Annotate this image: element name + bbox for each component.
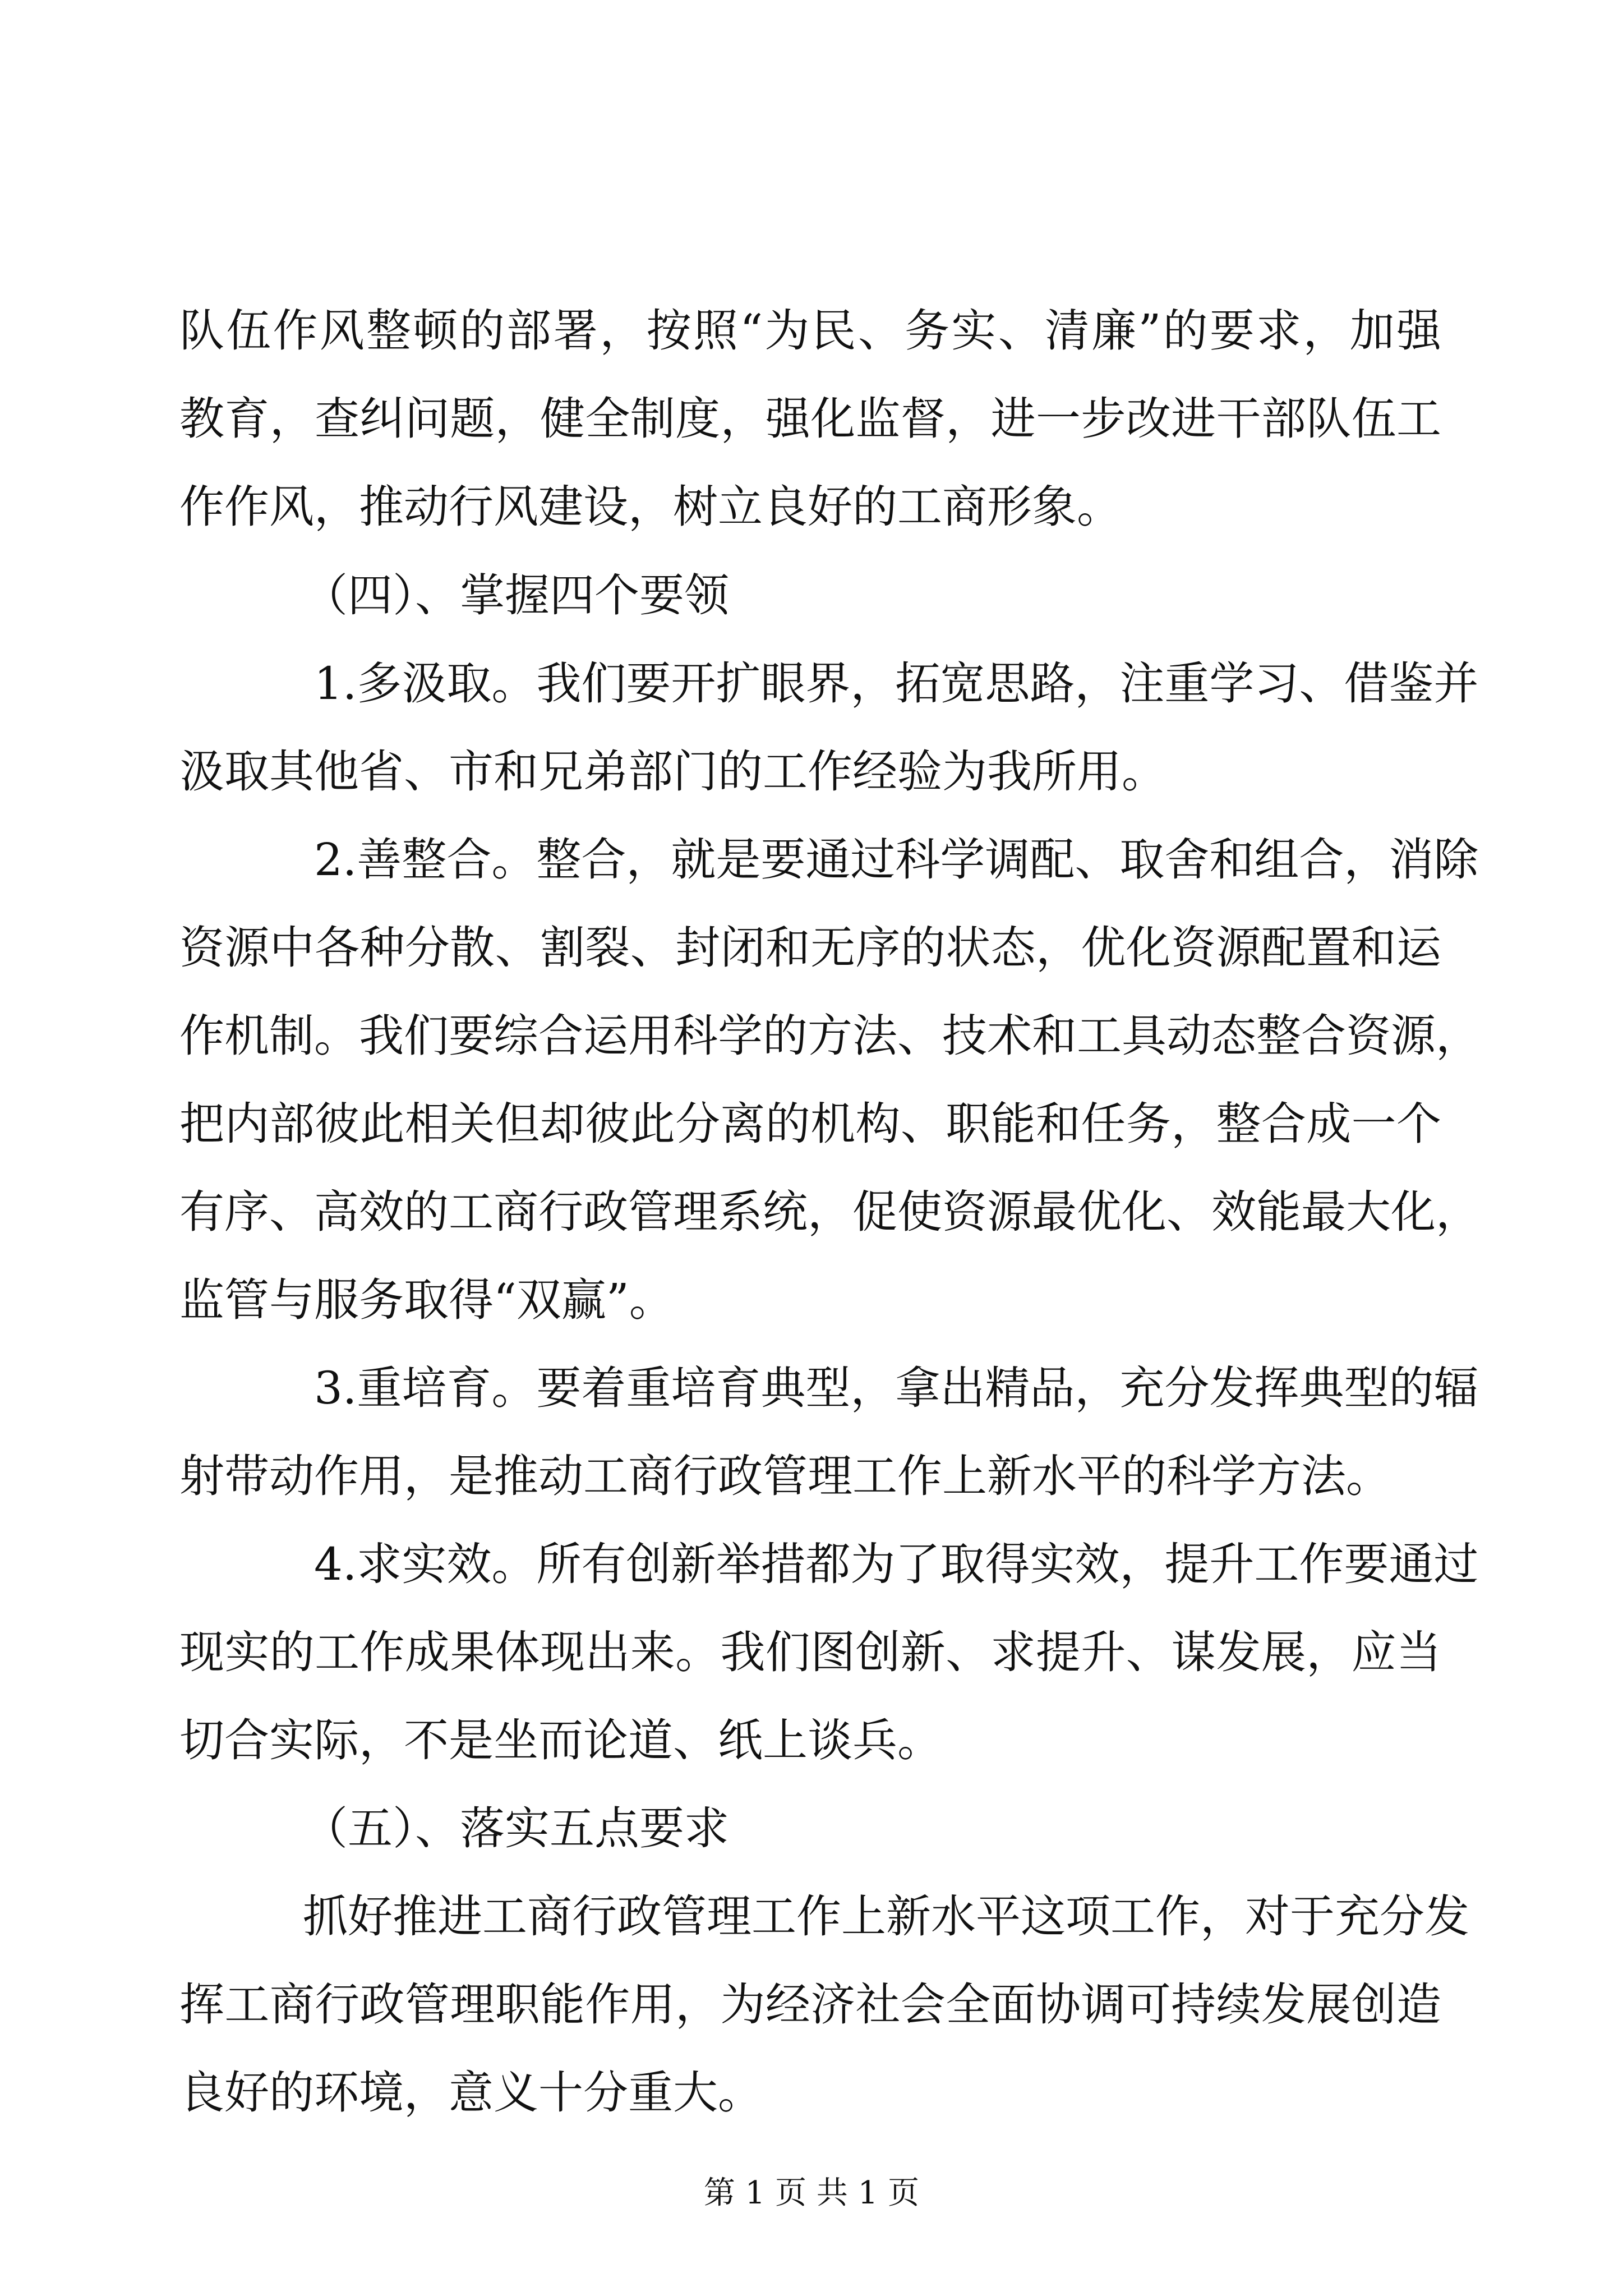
paragraph-line: 有序、高效的工商行政管理系统，促使资源最优化、效能最大化， xyxy=(179,1186,1481,1238)
page-footer: 第 1 页 共 1 页 xyxy=(703,2175,920,2211)
paragraph-line: 4.求实效。所有创新举措都为了取得实效，提升工作要通过 xyxy=(314,1538,1479,1590)
paragraph-line: 把内部彼此相关但却彼此分离的机构、职能和任务，整合成一个 xyxy=(179,1098,1441,1150)
paragraph-line: 队伍作风整顿的部署，按照“为民、务实、清廉”的要求，加强 xyxy=(179,305,1441,357)
paragraph-line: 资源中各种分散、割裂、封闭和无序的状态，优化资源配置和运 xyxy=(179,922,1441,974)
paragraph-line: 作作风，推动行风建设，树立良好的工商形象。 xyxy=(179,481,1122,533)
paragraph-line: 监管与服务取得“双赢”。 xyxy=(179,1274,674,1326)
paragraph-line: 现实的工作成果体现出来。我们图创新、求提升、谋发展，应当 xyxy=(179,1626,1441,1678)
paragraph-line: 射带动作用，是推动工商行政管理工作上新水平的科学方法。 xyxy=(179,1450,1391,1502)
paragraph-line: 3.重培育。要着重培育典型，拿出精品，充分发挥典型的辐 xyxy=(314,1362,1479,1414)
paragraph-line: 1.多汲取。我们要开扩眼界，拓宽思路，注重学习、借鉴并 xyxy=(314,657,1479,710)
section-heading: （五）、落实五点要求 xyxy=(303,1802,729,1855)
paragraph-line: 抓好推进工商行政管理工作上新水平这项工作，对于充分发 xyxy=(303,1890,1469,1943)
paragraph-line: 汲取其他省、市和兄弟部门的工作经验为我所用。 xyxy=(179,746,1166,798)
paragraph-line: 教育，查纠问题，健全制度，强化监督，进一步改进干部队伍工 xyxy=(179,393,1441,445)
paragraph-line: 切合实际，不是坐而论道、纸上谈兵。 xyxy=(179,1714,942,1766)
section-heading: （四）、掌握四个要领 xyxy=(303,569,729,622)
paragraph-line: 2.善整合。整合，就是要通过科学调配、取舍和组合，消除 xyxy=(314,834,1479,886)
paragraph-line: 良好的环境，意义十分重大。 xyxy=(179,2067,763,2119)
paragraph-line: 挥工商行政管理职能作用，为经济社会全面协调可持续发展创造 xyxy=(179,1978,1441,2031)
paragraph-line: 作机制。我们要综合运用科学的方法、技术和工具动态整合资源， xyxy=(179,1010,1481,1062)
